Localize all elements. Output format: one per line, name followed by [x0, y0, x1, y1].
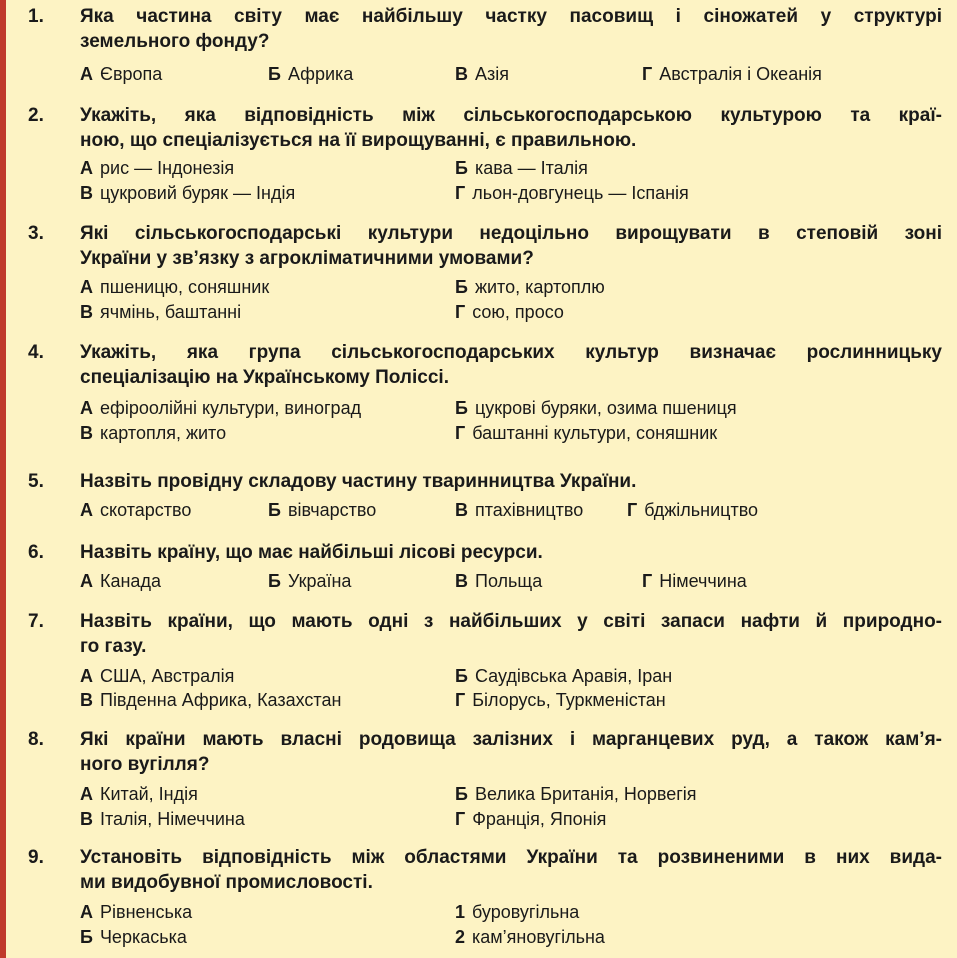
question-line: Назвіть країну, що має найбільші лісові ресурси.: [80, 542, 543, 563]
option-b: Б кава — Італія: [455, 158, 588, 178]
question-line: Укажіть, яка група сільськогосподарських культур визначає рослинницьку: [80, 342, 942, 363]
question-text: [80, 340, 942, 390]
question-line: України у зв’язку з агрокліматичними умовами?: [80, 248, 534, 269]
question-text: [80, 103, 942, 153]
option-c: В картопля, жито: [80, 423, 227, 443]
option-b: Б вівчарство: [268, 500, 377, 520]
question-line: ного вугілля?: [80, 754, 210, 775]
option-d: Г сою, просо: [455, 302, 564, 322]
option-c: В Азія: [455, 64, 510, 84]
question-line: земельного фонду?: [80, 31, 270, 52]
option-b: Б жито, картоплю: [455, 277, 605, 297]
question-text: [80, 4, 942, 54]
question-line: спеціалізацію на Українському Поліссі.: [80, 367, 449, 388]
option-d: Г Білорусь, Туркменістан: [455, 690, 666, 710]
question-number: 7.: [28, 611, 44, 632]
option-1: 1 буровугільна: [455, 902, 580, 922]
question-line: Які сільськогосподарські культури недоцільно вирощувати в степовій зоні: [80, 223, 942, 244]
question-line: Яка частина світу має найбільшу частку пасовищ і сіножатей у структурі: [80, 6, 942, 27]
question-number: 1.: [28, 6, 44, 27]
question-number: 5.: [28, 471, 44, 492]
option-a: А ефіроолійні культури, виноград: [80, 398, 362, 418]
question-text: [80, 221, 942, 271]
question-line: Які країни мають власні родовища залізних і марганцевих руд, а також кам’я-: [80, 729, 942, 750]
option-a: А пшеницю, соняшник: [80, 277, 270, 297]
question-text: [80, 727, 942, 777]
option-c: В птахівництво: [455, 500, 584, 520]
question-line: Назвіть провідну складову частину тваринництва України.: [80, 471, 637, 492]
question-text: [80, 845, 942, 895]
question-number: 4.: [28, 342, 44, 363]
option-b: Б Велика Британія, Норвегія: [455, 784, 697, 804]
option-b: Б Черкаська: [80, 927, 187, 947]
question-line: го газу.: [80, 636, 147, 657]
option-d: Г Австралія і Океанія: [642, 64, 822, 84]
question-line: ною, що спеціалізується на її вирощуванні, є правильною.: [80, 130, 637, 151]
option-d: Г бджільництво: [627, 500, 759, 520]
question-line: ми видобувної промисловості.: [80, 872, 373, 893]
option-c: В ячмінь, баштанні: [80, 302, 242, 322]
question-text: [80, 469, 942, 494]
option-a: А Китай, Індія: [80, 784, 198, 804]
question-number: 8.: [28, 729, 44, 750]
option-d: Г Німеччина: [642, 571, 747, 591]
question-number: 2.: [28, 105, 44, 126]
question-text: [80, 540, 942, 565]
question-line: Назвіть країни, що мають одні з найбільших у світі запаси нафти й природно-: [80, 611, 942, 632]
question-text: [80, 609, 942, 659]
option-c: В Південна Африка, Казахстан: [80, 690, 342, 710]
option-2: 2 кам’яновугільна: [455, 927, 605, 947]
option-b: Б цукрові буряки, озима пшениця: [455, 398, 737, 418]
option-b: Б Україна: [268, 571, 352, 591]
option-a: А США, Австралія: [80, 666, 235, 686]
option-d: Г баштанні культури, соняшник: [455, 423, 718, 443]
option-b: Б Саудівська Аравія, Іран: [455, 666, 673, 686]
option-d: Г Франція, Японія: [455, 809, 607, 829]
option-a: А Канада: [80, 571, 161, 591]
question-number: 9.: [28, 847, 44, 868]
question-number: 6.: [28, 542, 44, 563]
option-c: В цукровий буряк — Індія: [80, 183, 296, 203]
option-a: А Рівненська: [80, 902, 193, 922]
option-c: В Італія, Німеччина: [80, 809, 245, 829]
option-a: А рис — Індонезія: [80, 158, 235, 178]
question-line: Укажіть, яка відповідність між сільськогосподарською культурою та краї-: [80, 105, 942, 126]
question-number: 3.: [28, 223, 44, 244]
option-d: Г льон-довгунець — Іспанія: [455, 183, 689, 203]
question-line: Установіть відповідність між областями України та розвиненими в них вида-: [80, 847, 942, 868]
option-a: А Європа: [80, 64, 163, 84]
option-c: В Польща: [455, 571, 543, 591]
option-b: Б Африка: [268, 64, 354, 84]
option-a: А скотарство: [80, 500, 192, 520]
